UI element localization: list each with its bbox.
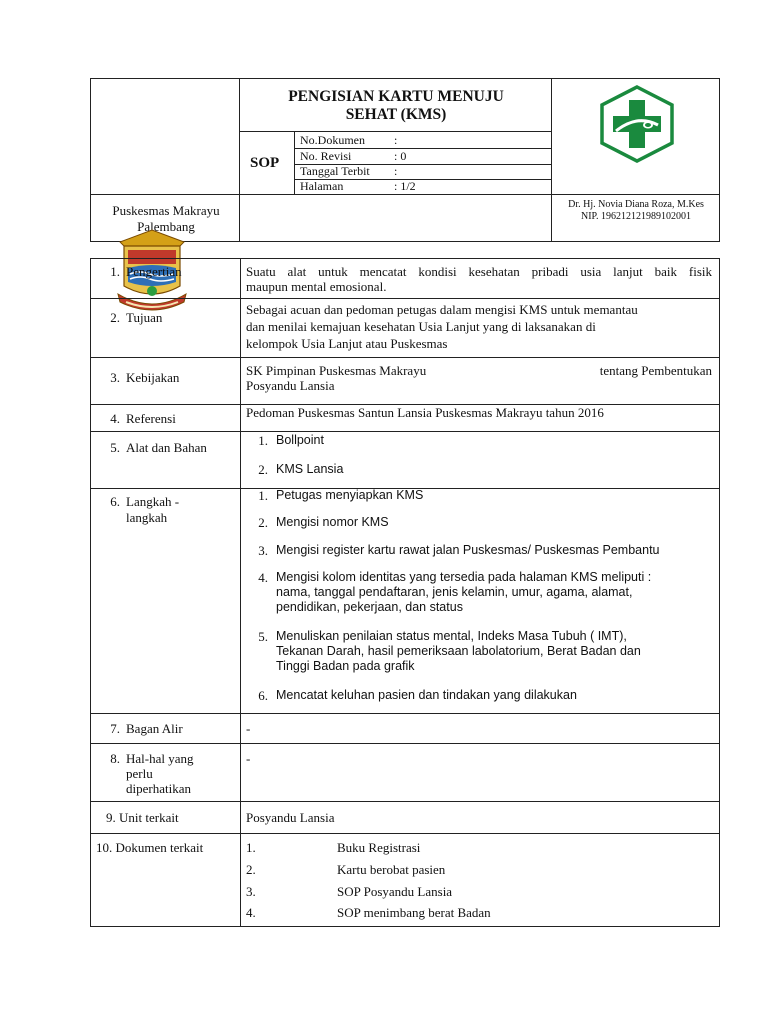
label-hal-hal-line3: diperhatikan xyxy=(126,781,191,796)
text-referensi: Pedoman Puskesmas Santun Lansia Puskesmas Makrayu tahun 2016 xyxy=(246,405,604,420)
label-hal-hal: 8. Hal-hal yang xyxy=(110,751,194,766)
label-unit-terkait: 9. Unit terkait xyxy=(106,810,179,825)
puskesmas-logo-icon xyxy=(598,84,676,164)
signature-block xyxy=(553,199,719,223)
label-bagan-alir: 7. Bagan Alir xyxy=(110,721,183,736)
text-kebijakan-line1: SK Pimpinan Puskesmas Makrayu tentang Pembentukan xyxy=(246,363,712,378)
label-tujuan: 2. Tujuan xyxy=(110,310,163,325)
list-item: 2. KMS Lansia xyxy=(258,462,344,477)
meta-value-no-dokumen: : xyxy=(394,133,398,147)
meta-label-no-revisi: No. Revisi xyxy=(300,149,352,163)
meta-value-no-revisi: : 0 xyxy=(394,149,407,163)
text-hal-hal: - xyxy=(246,751,251,766)
text-unit-terkait: Posyandu Lansia xyxy=(246,810,335,825)
list-item: 1. Petugas menyiapkan KMS xyxy=(258,488,424,503)
label-dokumen-terkait: 10. Dokumen terkait xyxy=(96,840,204,855)
meta-label-no-dokumen: No.Dokumen xyxy=(300,133,365,147)
signer-name: Dr. Hj. Novia Diana Roza, M.Kes xyxy=(568,199,704,210)
label-pengertian: 1. Pengertian xyxy=(110,264,182,279)
sop-label: SOP xyxy=(250,155,280,171)
list-item: 1. Bollpoint xyxy=(258,433,324,448)
label-langkah-line2: langkah xyxy=(126,510,168,525)
meta-value-tanggal-terbit: : xyxy=(394,164,398,178)
label-referensi: 4. Referensi xyxy=(110,411,176,426)
label-kebijakan: 3. Kebijakan xyxy=(110,370,180,385)
organization-name: Puskesmas Makrayu Palembang xyxy=(112,203,220,234)
text-tujuan-line3: kelompok Usia Lanjut atau Puskesmas xyxy=(246,336,448,351)
meta-label-tanggal-terbit: Tanggal Terbit xyxy=(300,164,370,178)
label-hal-hal-line2: perlu xyxy=(126,766,153,781)
list-item: 5. Menuliskan penilaian status mental, Indeks Masa Tubuh ( IMT), Tekanan Darah, hasil pemeriksaan labolatorium, Berat Badan dan Tinggi Badan pada grafik xyxy=(258,629,641,673)
text-pengertian-line2: maupun mental emosional. xyxy=(246,279,387,294)
label-langkah: 6. Langkah - xyxy=(110,494,180,509)
list-item: 3. Mengisi register kartu rawat jalan Puskesmas/ Puskesmas Pembantu xyxy=(258,543,660,558)
meta-value-halaman: : 1/2 xyxy=(394,179,416,193)
text-pengertian-line1: Suatu alat untuk mencatat kondisi kesehatan pribadi usia lanjut baik fisik xyxy=(246,264,712,279)
text-kebijakan-line2: Posyandu Lansia xyxy=(246,378,335,393)
text-tujuan-line1: Sebagai acuan dan pedoman petugas dalam mengisi KMS untuk memantau xyxy=(246,302,638,317)
document-title: PENGISIAN KARTU MENUJU SEHAT (KMS) xyxy=(288,88,504,123)
label-alat-bahan: 5. Alat dan Bahan xyxy=(110,440,207,455)
text-tujuan-line2: dan menilai kemajuan kesehatan Usia Lanjut yang di laksanakan di xyxy=(246,319,596,334)
list-item: 2. Mengisi nomor KMS xyxy=(258,515,389,530)
list-item: 4. Mengisi kolom identitas yang tersedia pada halaman KMS meliputi : nama, tanggal pendaftaran, jenis kelamin, umur, agama, alamat, pendidikan, pekerjaan, dan status xyxy=(258,570,652,614)
signer-nip: NIP. 196212121989102001 xyxy=(580,211,691,222)
text-bagan-alir: - xyxy=(246,721,251,736)
meta-label-halaman: Halaman xyxy=(300,179,344,193)
list-item: 6. Mencatat keluhan pasien dan tindakan yang dilakukan xyxy=(258,688,577,703)
